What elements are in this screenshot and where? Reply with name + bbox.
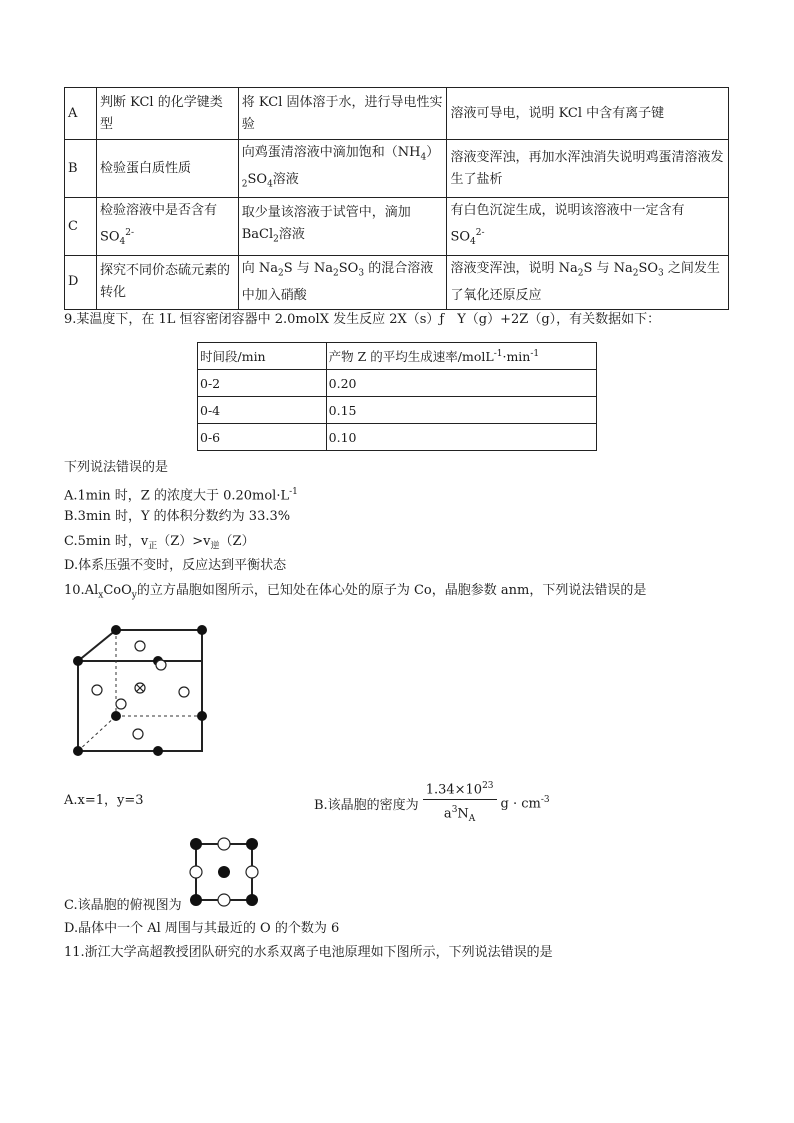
corner-atom — [246, 838, 258, 850]
table-row — [65, 88, 729, 140]
q9-prompt: 下列说法错误的是 — [64, 460, 169, 475]
q10-option-d: D.晶体中一个 Al 周围与其最近的 O 的个数为 6 — [64, 921, 340, 936]
q11-stem: 11.浙江大学高超教授团队研究的水系双离子电池原理如下图所示，下列说法错误的是 — [64, 945, 553, 960]
face-atom — [135, 641, 145, 651]
option-conclusion: 有白色沉淀生成，说明该溶液中一定含有 $SO_4^{2-}$ — [447, 198, 729, 256]
table-row — [65, 140, 729, 198]
face-atom — [218, 894, 230, 906]
cell-time: 0-2 — [198, 370, 327, 397]
center-atom — [218, 866, 230, 878]
density-numerator: $1.34\times 10^{23}$ — [423, 777, 497, 800]
cell-time: 0-6 — [198, 424, 327, 451]
option-operation: 向 $Na_2S$ 与 $Na_2SO_3$ 的混合溶液中加入硝酸 — [238, 256, 447, 310]
table-row — [198, 424, 597, 451]
corner-atom — [197, 625, 207, 635]
face-atom — [92, 685, 102, 695]
corner-atom — [190, 894, 202, 906]
corner-atom — [197, 711, 207, 721]
cell-time: 0-4 — [198, 397, 327, 424]
face-atom — [190, 866, 202, 878]
q10-option-c: C.该晶胞的俯视图为 — [64, 898, 182, 913]
q8-option-table — [64, 87, 729, 310]
table-row — [65, 198, 729, 256]
table-row — [65, 256, 729, 310]
face-atom — [179, 687, 189, 697]
option-purpose: 探究不同价态硫元素的转化 — [96, 256, 238, 310]
cell-rate: 0.15 — [326, 397, 596, 424]
corner-atom — [153, 746, 163, 756]
crystal-cell-figure — [60, 606, 230, 776]
corner-atom — [73, 746, 83, 756]
q9-option-a: A.1min 时，Z 的浓度大于 $0.20mol\cdot L^{-1}$ — [64, 487, 298, 504]
corner-atom — [73, 656, 83, 666]
q9-option-d: D.体系压强不变时，反应达到平衡状态 — [64, 558, 287, 573]
option-label: D — [65, 256, 97, 310]
table-row — [198, 370, 597, 397]
option-operation: 将 KCl 固体溶于水，进行导电性实验 — [238, 88, 447, 140]
corner-atom — [246, 894, 258, 906]
table-row — [198, 343, 597, 370]
corner-atom — [190, 838, 202, 850]
q9-option-c: C.5min 时，$v_正(Z)>v_逆(Z)$ — [64, 534, 255, 552]
option-conclusion: 溶液变浑浊，再加水浑浊消失说明鸡蛋清溶液发生了盐析 — [447, 140, 729, 198]
option-conclusion: 溶液可导电，说明 KCl 中含有离子键 — [447, 88, 729, 140]
option-operation: 向鸡蛋清溶液中滴加饱和$(NH_4)$ $_2SO_4$溶液 — [238, 140, 447, 198]
cell-rate: 0.20 — [326, 370, 596, 397]
q10-option-b — [314, 777, 550, 829]
q9-stem: 9.某温度下，在 1L 恒容密闭容器中 2.0molX 发生反应 2X（s）ƒ Y（g）+2Z（g），有关数据如下： — [64, 312, 661, 327]
face-atom — [133, 729, 143, 739]
corner-atom — [111, 625, 121, 635]
option-label: C — [65, 198, 97, 256]
header-rate: 产物 Z 的平均生成速率$/molL^{-1}\cdot\min^{-1}$ — [326, 343, 596, 370]
option-operation: 取少量该溶液于试管中，滴加 BaCl$_2$溶液 — [238, 198, 447, 256]
cell-rate: 0.10 — [326, 424, 596, 451]
option-conclusion: 溶液变浑浊，说明 $Na_2S$ 与 $Na_2SO_3$ 之间发生了氧化还原反应 — [447, 256, 729, 310]
body-center-atom — [135, 683, 145, 693]
corner-atom — [111, 711, 121, 721]
face-atom — [218, 838, 230, 850]
table-row — [198, 397, 597, 424]
q10-stem: $10.Al_xCoO_y$的立方晶胞如图所示，已知处在体心处的原子为 Co，晶胞参数 anm，下列说法错误的是 — [64, 583, 647, 601]
option-purpose: 检验蛋白质性质 — [96, 140, 238, 198]
option-purpose: 判断 KCl 的化学键类型 — [96, 88, 238, 140]
option-purpose: 检验溶液中是否含有 $SO_4^{2-}$ — [96, 198, 238, 256]
q9-rate-table — [197, 342, 597, 451]
top-view-figure — [188, 836, 260, 908]
density-fraction — [423, 777, 497, 829]
density-unit: $g \cdot cm^{-3}$ — [500, 794, 550, 812]
q10-option-b-label: B.该晶胞的密度为 — [314, 797, 419, 813]
face-atom — [246, 866, 258, 878]
face-atom — [116, 699, 126, 709]
q10-option-a: A.x=1，y=3 — [64, 793, 144, 808]
q9-option-b: B.3min 时，Y 的体积分数约为 33.3% — [64, 509, 291, 524]
face-atom — [156, 660, 166, 670]
header-time: 时间段/min — [198, 343, 327, 370]
option-label: A — [65, 88, 97, 140]
density-denominator: $a^3N_A$ — [443, 805, 476, 825]
option-label: B — [65, 140, 97, 198]
